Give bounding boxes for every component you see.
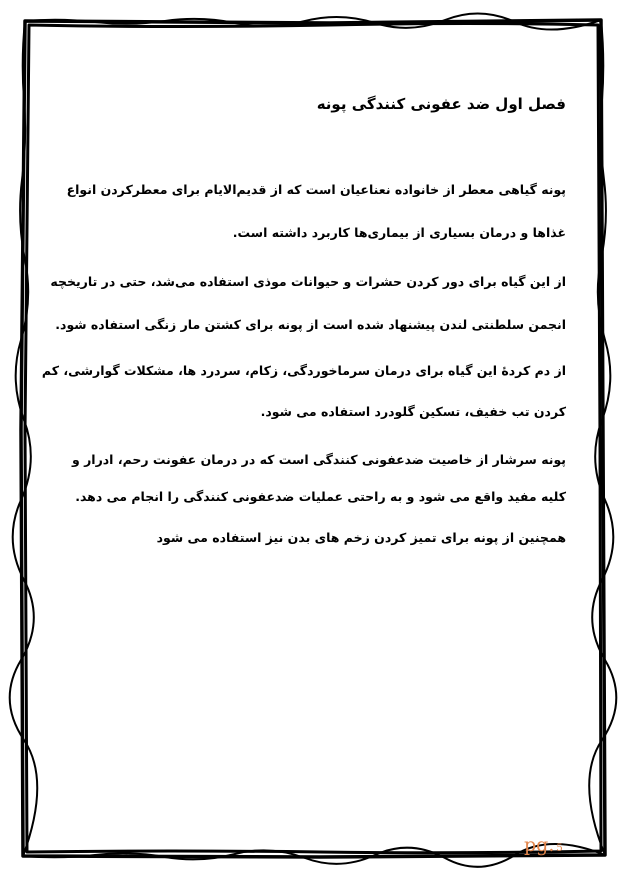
paragraph-line: کلیه مفید واقع می شود و به راحتی عملیات ضدعفونی کنندگی را انجام می دهد.	[75, 489, 566, 504]
document-body	[41, 0, 566, 877]
page-number-value: 5	[556, 843, 563, 854]
paragraph-line: از این گیاه برای دور کردن حشرات و حیوانات موذی استفاده می‌شد، حتی در تاریخچه	[50, 274, 566, 289]
chapter-title: فصل اول ضد عفونی کنندگی پونه	[316, 95, 566, 113]
page-number-prefix: pg.	[524, 834, 555, 856]
paragraph-line: انجمن سلطنتی لندن پیشنهاد شده است از پونه برای کشتن مار زنگی استفاده شود.	[55, 317, 566, 332]
page-border-wave-left	[10, 21, 38, 856]
page-border-wave-right	[589, 20, 616, 855]
paragraph-line: پونه گیاهی معطر از خانواده نعناعیان است که از قدیم‌الایام برای معطرکردن انواع	[66, 182, 566, 197]
paragraph-line: از دم کردهٔ این گیاه برای درمان سرماخوردگی، زکام، سردرد ها، مشکلات گوارشی، کم	[41, 363, 566, 378]
paragraph-line: کردن تب خفیف، تسکین گلودرد استفاده می شود.	[260, 404, 566, 419]
paragraph-line: پونه سرشار از خاصیت ضدعفونی کنندگی است که در درمان عفونت رحم، ادرار و	[71, 452, 566, 467]
page-number	[524, 834, 563, 856]
paragraph-line: همچنین از پونه برای تمیز کردن زخم های بدن نیز استفاده می شود	[156, 530, 566, 545]
paragraph-line: غذاها و درمان بسیاری از بیماری‌ها کاربرد داشته است.	[232, 225, 566, 240]
